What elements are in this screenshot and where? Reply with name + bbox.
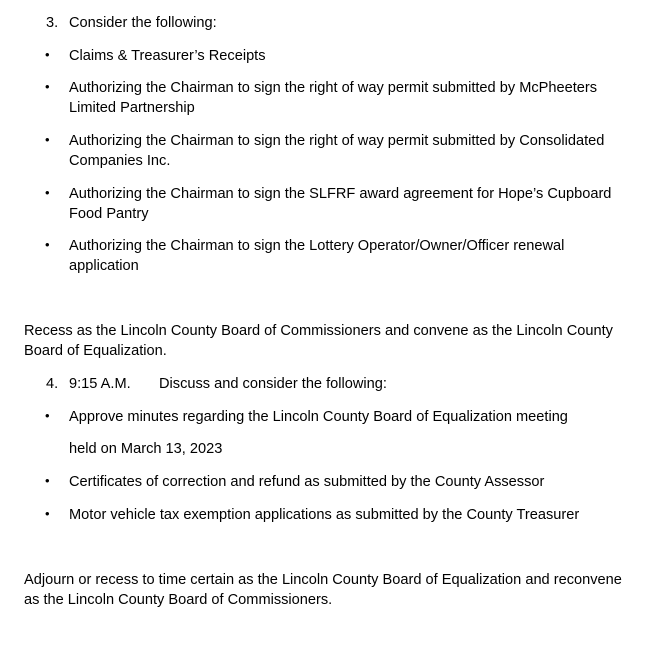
bullet-icon: • [45,132,50,147]
section-4-time: 9:15 A.M. [69,376,131,392]
list-item: Authorizing the Chairman to sign the right of way permit submitted by McPheeters [69,80,598,96]
bullet-icon: • [45,473,50,488]
bullet-icon: • [45,506,50,521]
list-item: Authorizing the Chairman to sign the SLFRF award agreement for Hope’s Cupboard [69,186,612,202]
list-item-continuation: application [69,258,139,274]
list-item: Certificates of correction and refund as submitted by the County Assessor [69,474,545,490]
list-item-continuation: held on March 13, 2023 [69,441,223,457]
bullet-icon: • [45,408,50,423]
section-4-number: 4. [46,376,59,392]
list-item: Authorizing the Chairman to sign the Lottery Operator/Owner/Officer renewal [69,238,565,254]
list-item-continuation: Companies Inc. [69,153,171,169]
list-item: Claims & Treasurer’s Receipts [69,48,266,64]
list-item: Motor vehicle tax exemption applications as submitted by the County Treasurer [69,507,580,523]
bullet-icon: • [45,79,50,94]
list-item-continuation: Food Pantry [69,206,149,222]
adjourn-paragraph: Adjourn or recess to time certain as the Lincoln County Board of Equalization and reconvene [24,572,622,588]
section-3-number: 3. [46,15,59,31]
section-4-heading: Discuss and consider the following: [159,376,387,392]
recess-paragraph-continuation: Board of Equalization. [24,343,167,359]
adjourn-paragraph-continuation: as the Lincoln County Board of Commissioners. [24,592,333,608]
recess-paragraph: Recess as the Lincoln County Board of Commissioners and convene as the Lincoln County [24,323,613,339]
bullet-icon: • [45,47,50,62]
list-item: Authorizing the Chairman to sign the right of way permit submitted by Consolidated [69,133,605,149]
bullet-icon: • [45,185,50,200]
list-item: Approve minutes regarding the Lincoln County Board of Equalization meeting [69,409,568,425]
list-item-continuation: Limited Partnership [69,100,195,116]
section-3-heading: Consider the following: [69,15,217,31]
bullet-icon: • [45,237,50,252]
